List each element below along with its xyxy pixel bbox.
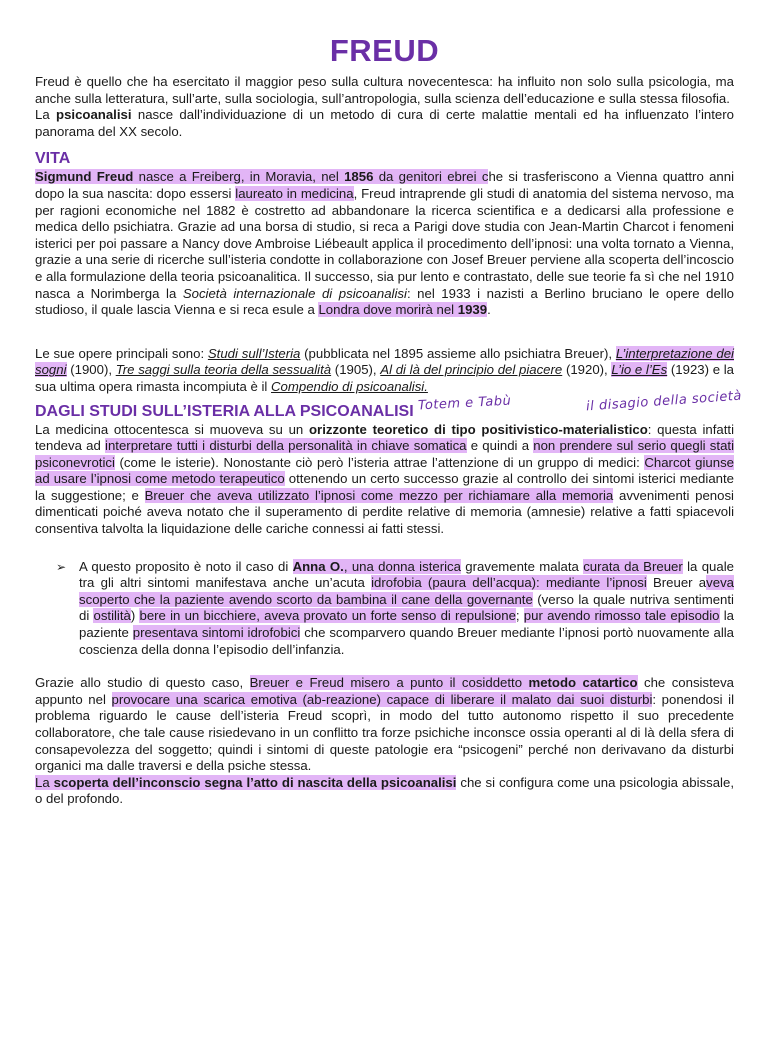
intro-paragraph-2: La psicoanalisi nasce dall’individuazione di un metodo di cura di certe malattie mentali ed ha influenzato l’intero panorama del XX secolo. <box>35 107 734 139</box>
section-heading-isteria: DAGLI STUDI SULL’ISTERIA ALLA PSICOANALISI <box>35 402 414 420</box>
list-item-anna-o: ➢ A questo proposito è noto il caso di Anna O., una donna isterica gravemente malata curata da Breuer la quale tra gli altri sintomi manifestava anche un’acuta idrofobia (paura dell’acqua): mediante l’ipnosi Breuer aveva scoperto che la paziente avendo scorto da bambina il cane della governante (verso la quale nutriva sentimenti di ostilità) bere in un bicchiere, aveva provato un forte senso di repulsione; pur avendo rimosso tale episodio la paziente presentava sintomi idrofobici che scomparvero quando Breuer mediante l’ipnosi portò nuovamente alla coscienza della donna l’episodio dell’infanzia. <box>56 558 735 657</box>
isteria-paragraph-3: La scoperta dell’inconscio segna l’atto di nascita della psicoanalisi che si configura come una psicologia abissale, o del profondo. <box>35 774 734 807</box>
case-list <box>35 559 734 659</box>
opere-paragraph: Le sue opere principali sono: Studi sull’Isteria (pubblicata nel 1895 assieme allo psichiatra Breuer), L’interpretazione dei sogni (1900), Tre saggi sulla teoria della sessualità (1905), Al di là del principio del piacere (1920), L’io e l’Es (1923) e la sua ultima opera rimasta incompiuta è il Compendio di psicoanalisi. <box>35 345 734 394</box>
handwriting-spacer <box>35 319 734 346</box>
section-heading-vita: VITA <box>35 150 71 168</box>
isteria-paragraph-1: La medicina ottocentesca si muoveva su un orizzonte teoretico di tipo positivistico-materialistico: questa infatti tendeva ad interpretare tutti i disturbi della personalità in chiave somatica e quindi a non prendere sul serio quegli stati psiconevrotici (come le isterie). Nonostante ciò però l’isteria attrae l’attenzione di un gruppo di medici: Charcot giunse ad usare l’ipnosi come metodo terapeutico ottenendo un certo successo grazie al controllo dei sintomi isterici mediante la suggestione; e Breuer che aveva utilizzato l’ipnosi come mezzo per richiamare alla memoria avvenimenti penosi dimenticati poiché aveva notato che il superamento di perdite relative di memoria (amnesie) relative a fatti spiacevoli consentiva talvolta la liquidazione delle cariche connessi ai fatti stessi. <box>35 421 735 537</box>
vita-paragraph: Sigmund Freud nasce a Freiberg, in Moravia, nel 1856 da genitori ebrei che si trasferiscono a Vienna quattro anni dopo la sua nascita: dopo essersi laureato in medicina, Freud intraprende gli studi di anatomia del sistema nervoso, ma per ragioni economiche nel 1882 è costretto ad abbandonare la ricerca scientifica e a dedicarsi alla professione e medica dello psichiatra. Grazie ad una borsa di studio, si reca a Parigi dove studia con Jean-Martin Charcot i fenomeni isterici per poi passare a Nancy dove Ambroise Liébeault applica il procedimento dell’ipnosi: una volta tornato a Vienna, grazie a una serie di ricerche sull’isteria condotte in collaborazione con Josef Breuer perviene alla scoperta dell’incoscio e alla formulazione della teoria psicoanalitica. Il successo, sia pur lento e contrastato, delle sue teorie fa sì che nel 1910 nasca a Norimberga la Società internazionale di psicoanalisi: nel 1933 i nazisti a Berlino bruciano le opere dello studioso, il quale lascia Vienna e si reca esule a Londra dove morirà nel 1939. <box>35 169 735 318</box>
handwritten-note-totem: Totem e Tabù <box>417 393 512 414</box>
arrow-bullet-icon: ➢ <box>56 559 67 574</box>
handwritten-note-disagio: il disagio della società <box>585 388 743 415</box>
intro-paragraph-1: Freud è quello che ha esercitato il maggior peso sulla cultura novecentesca: ha influito non solo sulla psicologia, ma anche sulla letteratura, sull’arte, sulla sociologia, sull’antropologia, sulla scienza dell’educazione e sulla stessa filosofia. <box>35 74 734 106</box>
isteria-paragraph-2: Grazie allo studio di questo caso, Breuer e Freud misero a punto il cosiddetto metodo catartico che consisteva appunto nel provocare una scarica emotiva (ab-reazione) capace di liberare il malato dai suoi disturbi: ponendosi il problema riguardo le cause dell’isteria Freud scoprì, in modo del tutto autonomo rispetto il suo precedente collaboratore, che tale cause risiedevano in un conflitto tra forze psichiche inconsce ossia operanti al di là della sfera di consapevolezza del soggetto; quindi i sintomi di queste patologie era “psicogeni” perché non derivavano da disturbi organici ma dalle traversi e della psiche stessa. <box>35 675 735 774</box>
page-title: FREUD <box>329 33 440 68</box>
document-page <box>0 34 768 1058</box>
